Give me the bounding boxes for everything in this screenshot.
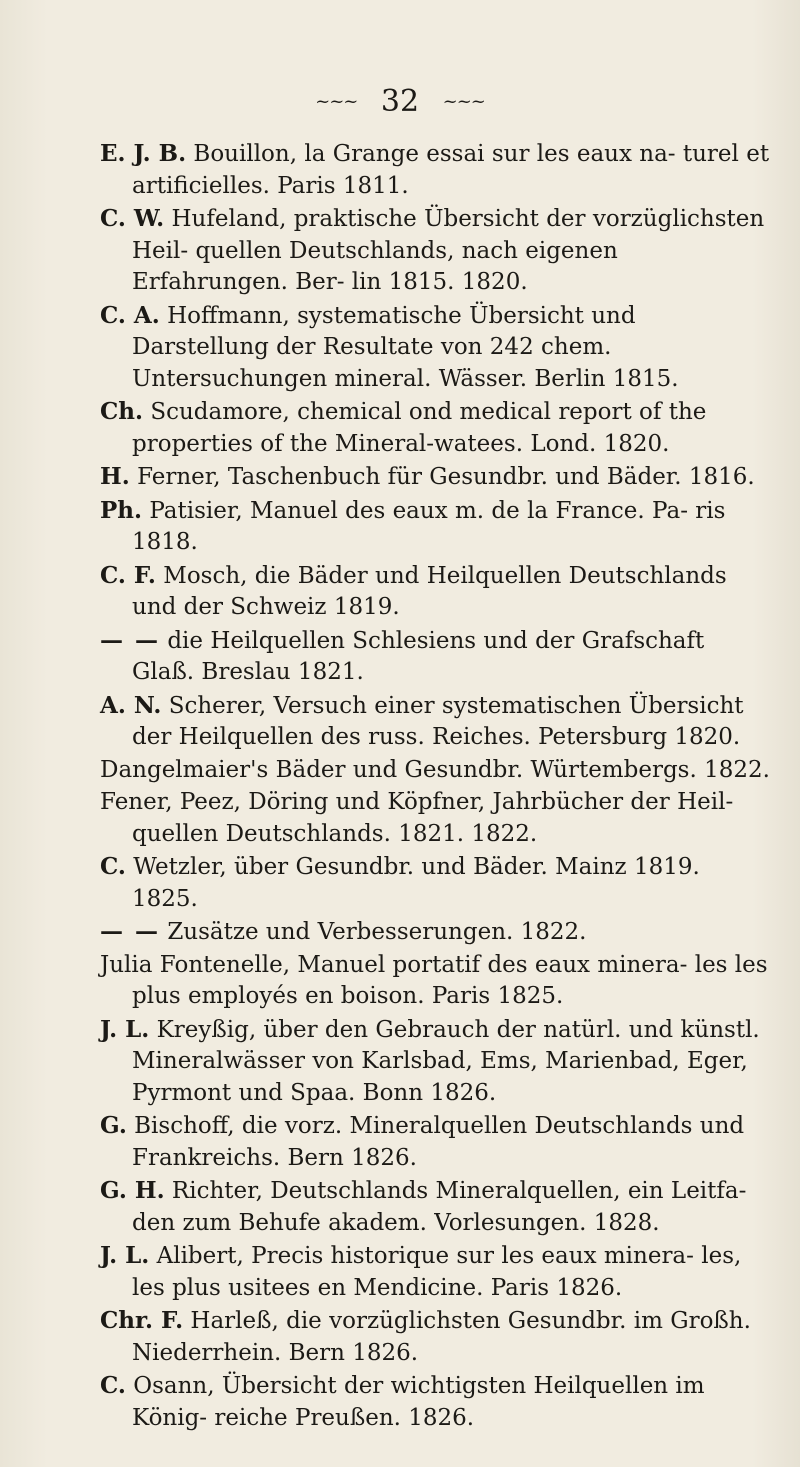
- bibliography-entry: [100, 1014, 770, 1110]
- entry-text: die Heilquellen Schlesiens und der Grafschaft Glaß. Breslau 1821.: [132, 627, 705, 685]
- entry-initials: J. L.: [100, 1015, 150, 1043]
- bibliography-entry: [100, 396, 770, 460]
- entry-initials: E. J. B.: [100, 140, 187, 167]
- entry-initials: A. N.: [100, 691, 162, 719]
- entry-text: Kreyßig, über den Gebrauch der natürl. und künstl. Mineralwässer von Karlsbad, Ems, Marienbad, Eger, Pyrmont und Spaa. Bonn 1826.: [132, 1016, 760, 1106]
- bibliography-list: [100, 138, 770, 1435]
- bibliography-entry: [100, 1110, 770, 1174]
- ornament-right: ~~~: [442, 91, 485, 112]
- entry-initials: H.: [100, 463, 130, 490]
- entry-ditto-dash: — —: [100, 918, 161, 945]
- entry-initials: C.: [100, 853, 126, 880]
- entry-initials: Chr. F.: [100, 1307, 184, 1334]
- entry-initials: Ph.: [100, 496, 143, 524]
- entry-text: Julia Fontenelle, Manuel portatif des eaux minera- les les plus employés en boison. Paris 1825.: [100, 951, 768, 1009]
- bibliography-entry: [100, 300, 770, 396]
- entry-text: Bouillon, la Grange essai sur les eaux na- turel et artificielles. Paris 1811.: [132, 141, 770, 199]
- bibliography-entry: [100, 755, 770, 787]
- bibliography-entry: [100, 461, 770, 494]
- bibliography-entry: [100, 916, 770, 949]
- bibliography-entry: [100, 1175, 770, 1239]
- entry-initials: C. A.: [100, 301, 160, 329]
- bibliography-entry: [100, 138, 770, 202]
- entry-text: Ferner, Taschenbuch für Gesundbr. und Bäder. 1816.: [137, 464, 755, 490]
- bibliography-entry: [100, 203, 770, 299]
- ornament-left: ~~~: [315, 91, 358, 112]
- entry-text: Hufeland, praktische Übersicht der vorzüglichsten Heil- quellen Deutschlands, nach eigenen Erfahrungen. Ber- lin 1815. 1820.: [132, 206, 765, 295]
- entry-text: Scherer, Versuch einer systematischen Übersicht der Heilquellen des russ. Reiches. Petersburg 1820.: [132, 692, 744, 750]
- entry-text: Zusätze und Verbesserungen. 1822.: [167, 919, 587, 945]
- entry-initials: C. W.: [100, 205, 165, 232]
- entry-text: Scudamore, chemical ond medical report of the properties of the Mineral-watees. Lond. 1820.: [132, 399, 707, 457]
- entry-text: Hoffmann, systematische Übersicht und Darstellung der Resultate von 242 chem. Untersuchungen mineral. Wässer. Berlin 1815.: [132, 302, 679, 392]
- entry-initials: Ch.: [100, 398, 144, 425]
- entry-text: Osann, Übersicht der wichtigsten Heilquellen im König- reiche Preußen. 1826.: [132, 1373, 705, 1431]
- entry-initials: C. F.: [100, 561, 156, 589]
- entry-text: Alibert, Precis historique sur les eaux minera- les, les plus usitees en Mendicine. Paris 1826.: [132, 1243, 742, 1301]
- entry-text: Bischoff, die vorz. Mineralquellen Deutschlands und Frankreichs. Bern 1826.: [132, 1113, 745, 1171]
- entry-initials: G. H.: [100, 1177, 165, 1204]
- entry-text: Richter, Deutschlands Mineralquellen, ein Leitfa- den zum Behufe akadem. Vorlesungen. 1828.: [132, 1178, 747, 1236]
- entry-text: Wetzler, über Gesundbr. und Bäder. Mainz 1819. 1825.: [132, 854, 700, 912]
- page-header: [0, 84, 800, 119]
- bibliography-entry: [100, 1305, 770, 1369]
- entry-initials: G.: [100, 1112, 127, 1139]
- bibliography-entry: [100, 787, 770, 850]
- entry-ditto-dash: — —: [100, 626, 161, 654]
- entry-text: Harleß, die vorzüglichsten Gesundbr. im Großh. Niederrhein. Bern 1826.: [132, 1308, 751, 1366]
- bibliography-entry: [100, 1240, 770, 1304]
- bibliography-entry: [100, 1370, 770, 1434]
- bibliography-entry: [100, 495, 770, 559]
- entry-text: Fener, Peez, Döring und Köpfner, Jahrbücher der Heil- quellen Deutschlands. 1821. 1822.: [100, 789, 734, 847]
- bibliography-entry: [100, 690, 770, 754]
- entry-text: Mosch, die Bäder und Heilquellen Deutschlands und der Schweiz 1819.: [132, 562, 727, 620]
- bibliography-entry: [100, 950, 770, 1013]
- entry-initials: J. L.: [100, 1242, 150, 1269]
- entry-initials: C.: [100, 1372, 126, 1399]
- bibliography-entry: [100, 851, 770, 915]
- entry-text: Dangelmaier's Bäder und Gesundbr. Würtembergs. 1822.: [100, 756, 770, 783]
- entry-text: Patisier, Manuel des eaux m. de la France. Pa- ris 1818.: [132, 497, 726, 555]
- bibliography-entry: [100, 560, 770, 624]
- bibliography-entry: [100, 625, 770, 689]
- page-number: 32: [380, 84, 420, 119]
